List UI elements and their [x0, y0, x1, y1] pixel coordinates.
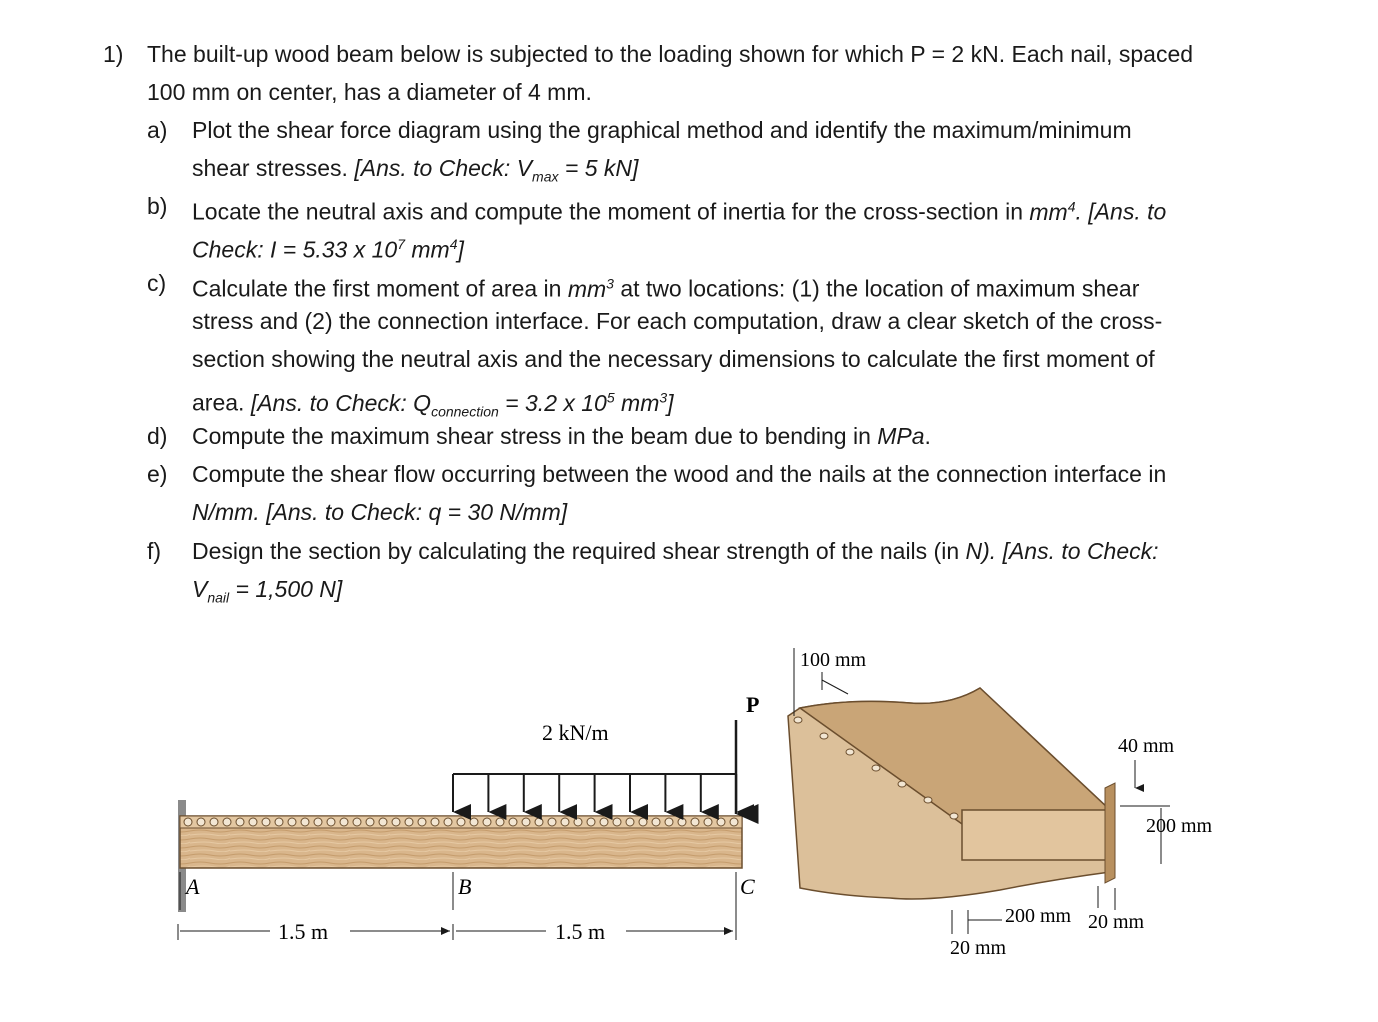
- part-c-line-4: area. [Ans. to Check: $Q_{connection} = 3.2$ x $10^5$ $mm^3$]: [192, 389, 674, 420]
- part-a-label: a): [147, 117, 168, 143]
- nail-head: [665, 818, 673, 826]
- nail-head: [924, 797, 932, 803]
- part-a-text: shear stresses.: [192, 155, 355, 181]
- nail-head: [262, 818, 270, 826]
- nail-head: [678, 818, 686, 826]
- nail-head: [405, 818, 413, 826]
- intro-line-2: 100 mm on center, has a diameter of 4 mm.: [147, 79, 592, 105]
- nail-head: [535, 818, 543, 826]
- point-A-label: A: [186, 874, 200, 899]
- nail-head: [327, 818, 335, 826]
- beam-figure: [150, 628, 1250, 968]
- nail-head: [691, 818, 699, 826]
- span-BC-label: 1.5 m: [555, 919, 606, 944]
- nail-head: [340, 818, 348, 826]
- nail-head: [236, 818, 244, 826]
- nail-head: [197, 818, 205, 826]
- nail-head: [496, 818, 504, 826]
- nail-head: [223, 818, 231, 826]
- part-c-label: c): [147, 270, 167, 296]
- nail-head: [210, 818, 218, 826]
- nail-head: [872, 765, 880, 771]
- nail-head: [587, 818, 595, 826]
- nail-head: [561, 818, 569, 826]
- nail-head: [509, 818, 517, 826]
- nail-head: [717, 818, 725, 826]
- point-C-label: C: [740, 874, 755, 899]
- cantilever-beam-diagram: [178, 692, 759, 944]
- nail-head: [613, 818, 621, 826]
- nail-head: [600, 818, 608, 826]
- nail-head: [418, 818, 426, 826]
- dim-200-web-label: 200 mm: [1005, 905, 1072, 927]
- nail-head: [820, 733, 828, 739]
- part-c-line-1: Calculate the first moment of area in $mm^3$ at two locations: (1) the location of maximum shear: [192, 275, 1140, 302]
- dim-20-right-label: 20 mm: [1088, 911, 1145, 933]
- part-f-line-1: Design the section by calculating the required shear strength of the nails (in N). [Ans. to Check:: [192, 538, 1159, 564]
- dim-100-label: 100 mm: [800, 649, 867, 671]
- nail-head: [314, 818, 322, 826]
- nail-head: [626, 818, 634, 826]
- nail-head: [431, 818, 439, 826]
- part-a-line-2: [192, 153, 638, 192]
- nail-head: [392, 818, 400, 826]
- intro-line-1: The built-up wood beam below is subjected to the loading shown for which P = 2 kN. Each nail, spaced: [147, 41, 1194, 67]
- part-f-line-2: $V_{nail} = 1,500$ N]: [192, 576, 343, 606]
- nail-head: [704, 818, 712, 826]
- span-AB-label: 1.5 m: [278, 919, 329, 944]
- nail-head: [898, 781, 906, 787]
- nail-head: [846, 749, 854, 755]
- distributed-load-label: 2 kN/m: [542, 720, 609, 745]
- part-d-label: d): [147, 423, 168, 449]
- nail-head: [950, 813, 958, 819]
- isometric-section-diagram: [788, 648, 1213, 959]
- point-B-label: B: [458, 874, 472, 899]
- nail-head: [184, 818, 192, 826]
- nail-head: [288, 818, 296, 826]
- nail-head: [574, 818, 582, 826]
- nail-head: [483, 818, 491, 826]
- part-f-label: f): [147, 538, 162, 564]
- part-a-line-1: Plot the shear force diagram using the graphical method and identify the maximum/minimum: [192, 117, 1132, 143]
- nail-head: [652, 818, 660, 826]
- nail-head: [470, 818, 478, 826]
- part-d-line-1: Compute the maximum shear stress in the beam due to bending in MPa.: [192, 423, 931, 449]
- dim-20-bottom-label: 20 mm: [950, 937, 1007, 959]
- part-e-line-1: Compute the shear flow occurring between the wood and the nails at the connection interface in: [192, 461, 1167, 487]
- dim-200-vert-label: 200 mm: [1146, 815, 1213, 837]
- part-b-label: b): [147, 193, 168, 219]
- part-b-line-2: Check: I = 5.33 x $10^7$ $mm^4$]: [192, 236, 464, 263]
- nail-head: [379, 818, 387, 826]
- part-e-label: e): [147, 461, 168, 487]
- dim-40-label: 40 mm: [1118, 735, 1175, 757]
- nail-head: [548, 818, 556, 826]
- nail-head: [249, 818, 257, 826]
- web-end-face: [1105, 783, 1115, 883]
- nail-head: [353, 818, 361, 826]
- nail-head: [366, 818, 374, 826]
- part-a-check: [Ans. to Check: $V_{max} = 5$ kN]: [354, 155, 639, 185]
- nail-head: [457, 818, 465, 826]
- nail-head: [444, 818, 452, 826]
- part-c-line-3: section showing the neutral axis and the necessary dimensions to calculate the first moment of: [192, 346, 1155, 372]
- nail-head: [639, 818, 647, 826]
- flange-end-face: [962, 810, 1110, 860]
- nail-row: [184, 818, 738, 826]
- nail-head: [522, 818, 530, 826]
- part-e-line-2: N/mm. [Ans. to Check: q = 30 N/mm]: [192, 499, 568, 525]
- dim-100-line: [822, 680, 848, 694]
- nail-head: [794, 717, 802, 723]
- part-b-line-1: Locate the neutral axis and compute the moment of inertia for the cross-section in $mm^4$. [Ans. to: [192, 198, 1167, 225]
- nail-head: [301, 818, 309, 826]
- nail-head: [730, 818, 738, 826]
- distributed-load-arrows: [453, 774, 736, 812]
- point-load-label: P: [746, 692, 760, 717]
- part-c-line-2: stress and (2) the connection interface. For each computation, draw a clear sketch of the cross-: [192, 308, 1163, 334]
- problem-number: 1): [103, 41, 124, 67]
- nail-head: [275, 818, 283, 826]
